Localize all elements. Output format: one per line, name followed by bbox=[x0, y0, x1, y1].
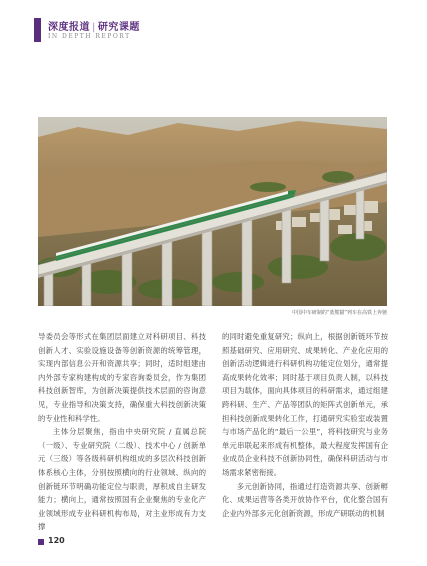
paragraph: 的同时避免重复研究；纵向上，根据创新链环节按照基础研究、应用研究、成果转化、产业化应用的创新活动逻辑进行科研机构功能定位划分，通常提高成果转化效率；同时基于项目负责人制，以科技项目为载体，面向具体项目的科研需求，通过组建跨科研、生产、产品等团队的矩阵式创新单元，承担科技创新成果转化工作，打通研究实验室或装置与市场产品化的“最后一公里”，将科技研究与业务单元串联起来形成有机整体，最大程度发挥国有企业成员企业科技不创新协同性，确保科研活动与市场需求紧密衔接。 bbox=[222, 332, 388, 477]
subsection-name: 研究课题 bbox=[97, 22, 140, 33]
section-name: 深度报道 bbox=[48, 22, 90, 33]
train-bridge-photo bbox=[38, 117, 387, 306]
body-column-left bbox=[38, 330, 206, 534]
paragraph: 主体分层聚焦，指由中央研究院 / 直属总院（一级）、专业研究院（二级）、技术中心 / 创新单元（三级）等各级科研机构组成的多层次科技创新体系核心主体，分别按照横向的行业领域、纵向的创新链环节明确功能定位与职责，厚积成自主研发能力；横向上，通常按照国有企业聚焦的专业化产业领域形成专业科研机构布局，对主业形成有力支撑 bbox=[38, 427, 206, 532]
section-english: IN DEPTH REPORT bbox=[48, 33, 131, 40]
section-marker-bar bbox=[34, 18, 41, 42]
photo-caption: 中国中车研制的“蓝熊猫”列车在高铁上奔驰 bbox=[291, 310, 387, 316]
page-number: 120 bbox=[48, 536, 65, 545]
section-title bbox=[48, 18, 140, 33]
paragraph: 导委员会等形式在集团层面建立对科研项目、科技创新人才、实验设施设备等创新资源的统筹管理，实现内部信息公开和资源共享；同时，适时组建由内外部专家构建构成的专家咨询委员会，作为集团科技创新智库，为创新决策提供技术层面的咨询意见，专业指导和决策支持，确保重大科技创新决策的专业性和科学性。 bbox=[38, 332, 206, 423]
paragraph: 多元创新协同，指通过打造资源共享、创新孵化、成果运营等各类开放协作平台，优化整合国有企业内外部多元化创新资源，形成产研联动的机制 bbox=[222, 481, 388, 518]
section-divider: | bbox=[92, 22, 96, 33]
footer-square-marker bbox=[38, 539, 44, 545]
body-column-right bbox=[222, 330, 388, 520]
